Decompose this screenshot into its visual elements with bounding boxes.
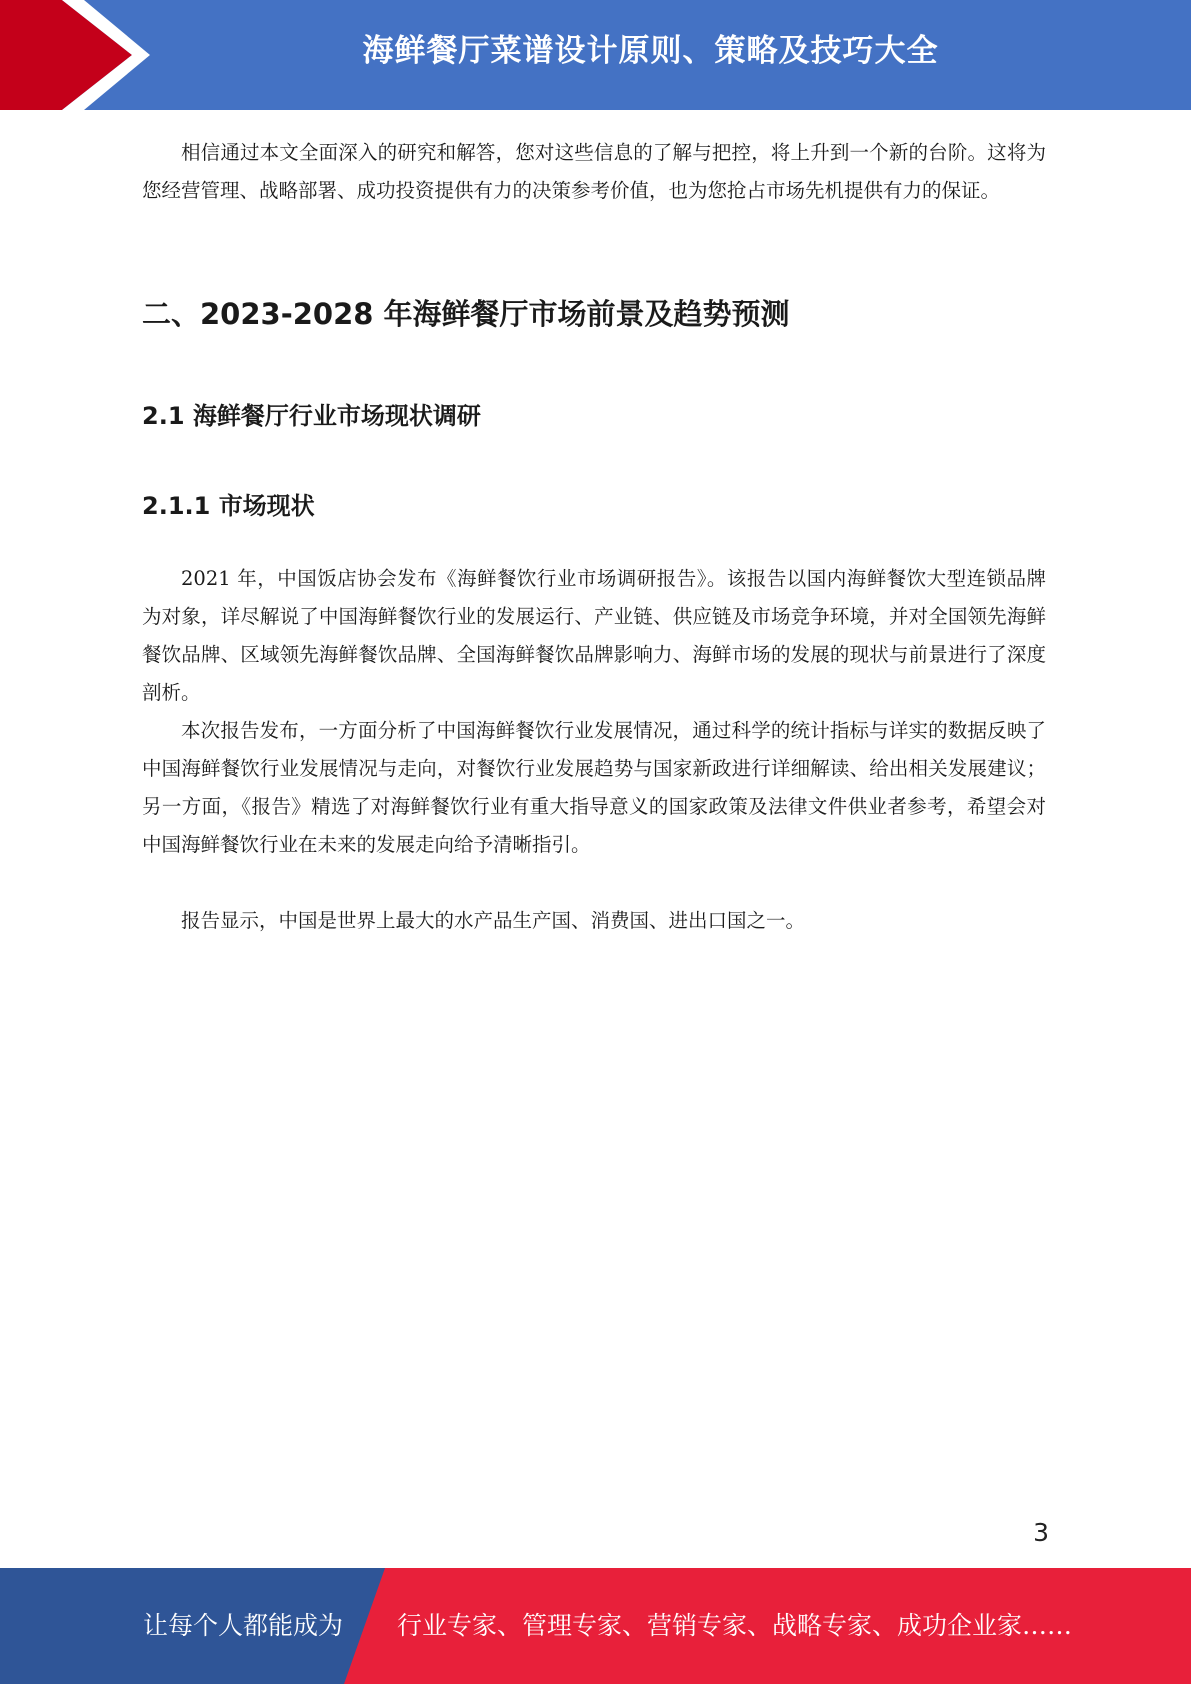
section-heading: 二、2023-2028 年海鲜餐厅市场前景及趋势预测 xyxy=(142,297,790,331)
page-header xyxy=(0,0,1191,110)
header-red-arrow xyxy=(0,0,132,110)
body-paragraph-1: 2021 年，中国饭店协会发布《海鲜餐饮行业市场调研报告》。该报告以国内海鲜餐饮大型连锁品牌为对象，详尽解说了中国海鲜餐饮行业的发展运行、产业链、供应链及市场竞争环境，并对全国领先海鲜餐饮品牌、区域领先海鲜餐饮品牌、全国海鲜餐饮品牌影响力、海鲜市场的发展的现状与前景进行了深度剖析。 xyxy=(142,567,1046,704)
page-number: 3 xyxy=(1033,1518,1049,1547)
subsubsection-heading: 2.1.1 市场现状 xyxy=(142,492,315,520)
document-title: 海鲜餐厅菜谱设计原则、策略及技巧大全 xyxy=(362,33,939,69)
intro-block xyxy=(142,134,1046,210)
body-paragraph-2: 本次报告发布，一方面分析了中国海鲜餐饮行业发展情况，通过科学的统计指标与详实的数据反映了中国海鲜餐饮行业发展情况与走向，对餐饮行业发展趋势与国家新政进行详细解读、给出相关发展建议；另一方面，《报告》精选了对海鲜餐饮行业有重大指导意义的国家政策及法律文件供业者参考，希望会对中国海鲜餐饮行业在未来的发展走向给予清晰指引。 xyxy=(142,719,1046,856)
market-status-block xyxy=(142,560,1046,940)
header-arrow-decoration xyxy=(0,0,160,110)
footer-slogan-left: 让每个人都能成为 xyxy=(143,1611,344,1640)
body-paragraph-3: 报告显示，中国是世界上最大的水产品生产国、消费国、进出口国之一。 xyxy=(181,909,806,932)
intro-paragraph: 相信通过本文全面深入的研究和解答，您对这些信息的了解与把控，将上升到一个新的台阶。这将为您经营管理、战略部署、成功投资提供有力的决策参考价值，也为您抢占市场先机提供有力的保证。 xyxy=(142,141,1046,202)
subsection-heading: 2.1 海鲜餐厅行业市场现状调研 xyxy=(142,402,481,430)
page-footer xyxy=(0,1568,1191,1684)
footer-slogan-right: 行业专家、管理专家、营销专家、战略专家、成功企业家…… xyxy=(397,1611,1073,1640)
